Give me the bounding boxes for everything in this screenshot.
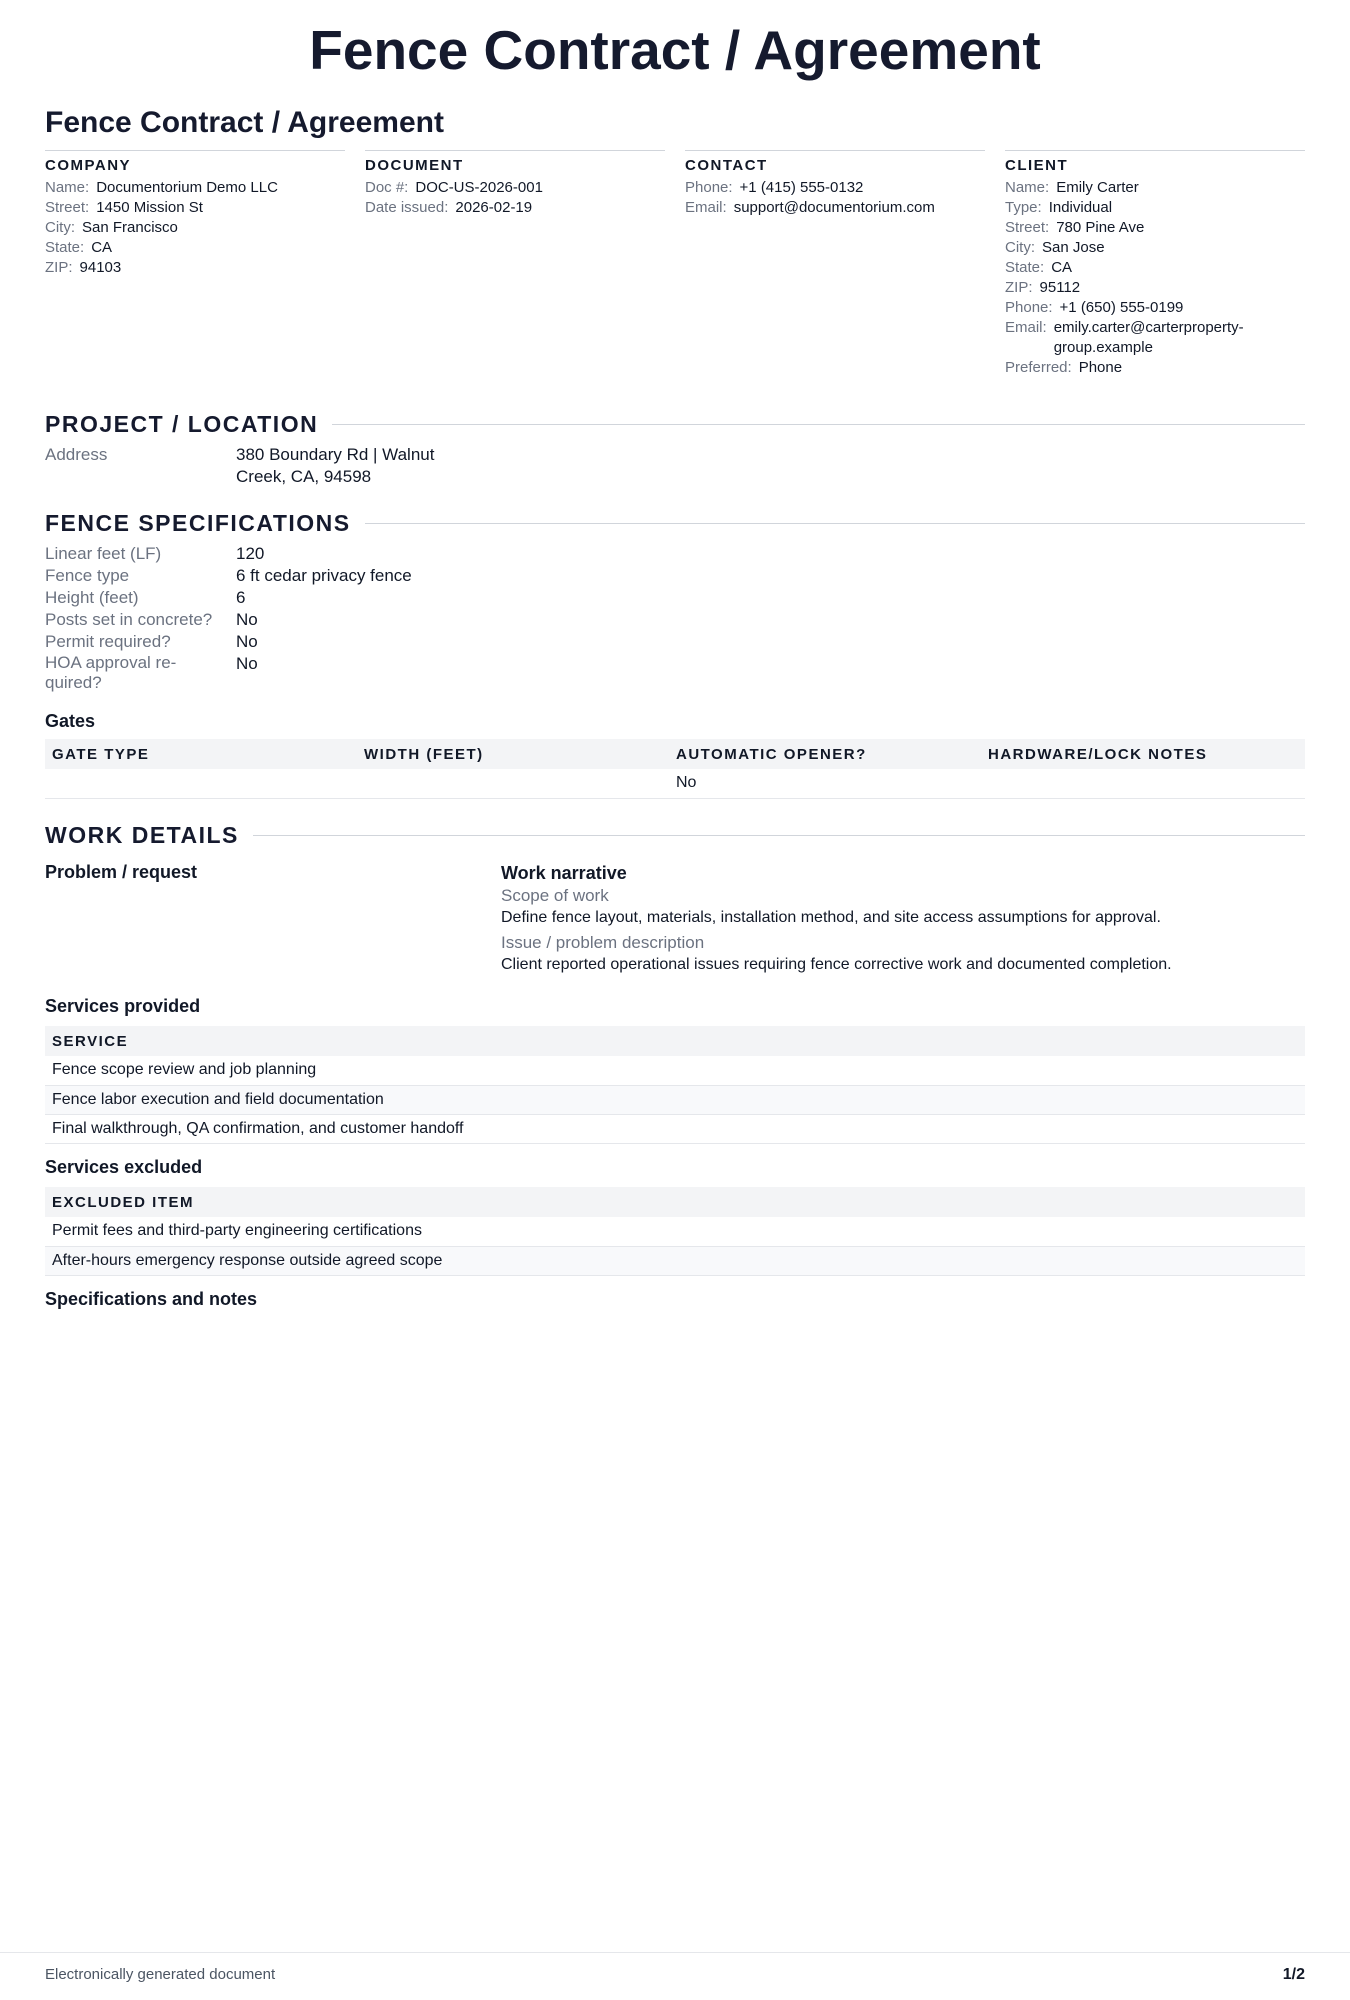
address-line-2: Creek, CA, 94598 <box>236 467 372 486</box>
table-row <box>45 1114 1305 1143</box>
contact-phone-row <box>685 178 985 198</box>
kv-key: Street: <box>45 199 90 216</box>
spec-value: No <box>236 610 258 629</box>
header-info-grid <box>45 150 1305 378</box>
kv-value: Emily Carter <box>1056 179 1139 196</box>
contact-email-row <box>685 198 985 218</box>
table-header-row <box>45 1026 1305 1056</box>
kv-value: 2026-02-19 <box>455 199 533 216</box>
spec-row <box>45 609 645 631</box>
kv-value: Documentorium Demo LLC <box>96 179 278 196</box>
table-cell <box>981 769 1305 798</box>
table-cell: Fence labor execution and field documentation <box>45 1085 1305 1114</box>
problem-request-label: Problem / request <box>45 862 198 882</box>
kv-value: 94103 <box>79 259 122 276</box>
kv-key: ZIP: <box>1005 279 1033 296</box>
client-block <box>1005 150 1305 378</box>
client-name-row <box>1005 178 1305 198</box>
services-provided-table <box>45 1026 1305 1144</box>
section-title: WORK DETAILS <box>45 822 239 848</box>
spec-value: 120 <box>236 544 265 563</box>
kv-key: Name: <box>1005 179 1050 196</box>
table-row <box>45 1085 1305 1114</box>
spec-row <box>45 565 645 587</box>
table-cell <box>357 769 669 798</box>
company-block <box>45 150 345 378</box>
kv-key: Type: <box>1005 199 1042 216</box>
client-preferred-row <box>1005 358 1305 378</box>
company-state-row <box>45 238 345 258</box>
section-title: PROJECT / LOCATION <box>45 411 319 437</box>
spec-key: HOA approval re-quired? <box>45 653 177 692</box>
spec-value: 6 <box>236 588 246 607</box>
gates-heading: Gates <box>45 711 96 731</box>
work-narrative-heading: Work narrative <box>501 863 627 883</box>
address-row <box>45 444 645 488</box>
kv-key: State: <box>1005 259 1045 276</box>
company-heading: COMPANY <box>45 157 132 174</box>
spec-row <box>45 631 645 653</box>
spec-value: No <box>236 632 258 651</box>
gates-table <box>45 739 1305 799</box>
client-email-row <box>1005 318 1305 358</box>
table-header-row <box>45 739 1305 769</box>
specifications-notes-heading: Specifications and notes <box>45 1289 258 1309</box>
spec-key: Permit required? <box>45 632 171 651</box>
kv-value: San Jose <box>1042 239 1105 256</box>
document-subtitle: Fence Contract / Agreement <box>45 106 444 139</box>
client-city-row <box>1005 238 1305 258</box>
issue-description-label: Issue / problem description <box>501 933 705 952</box>
doc-number-row <box>365 178 665 198</box>
fence-specifications-list <box>45 543 645 693</box>
company-name-row <box>45 178 345 198</box>
document-heading: DOCUMENT <box>365 157 464 174</box>
spec-value: 6 ft cedar privacy fence <box>236 566 412 585</box>
kv-value: San Francisco <box>82 219 178 236</box>
kv-key: Date issued: <box>365 199 449 216</box>
contact-block <box>685 150 985 378</box>
spec-row <box>45 587 645 609</box>
footer-divider <box>0 1952 1350 1953</box>
scope-of-work-label: Scope of work <box>501 886 609 905</box>
client-state-row <box>1005 258 1305 278</box>
address-line-1: 380 Boundary Rd | Walnut <box>236 445 435 464</box>
section-divider <box>332 424 1305 425</box>
kv-key: Email: <box>1005 319 1047 336</box>
kv-value: emily.carter@carterproperty-group.example <box>1053 319 1244 356</box>
kv-key: Doc #: <box>365 179 409 196</box>
spec-value: No <box>236 654 258 673</box>
spec-key: Posts set in concrete? <box>45 610 213 629</box>
kv-key: Phone: <box>1005 299 1053 316</box>
kv-value: 1450 Mission St <box>96 199 203 216</box>
client-zip-row <box>1005 278 1305 298</box>
kv-key: Street: <box>1005 219 1050 236</box>
kv-key: Phone: <box>685 179 733 196</box>
column-header: AUTOMATIC OPENER? <box>669 739 981 769</box>
table-cell: No <box>669 769 981 798</box>
kv-value: 780 Pine Ave <box>1056 219 1145 236</box>
table-cell: Final walkthrough, QA confirmation, and customer handoff <box>45 1114 1305 1143</box>
kv-value: +1 (415) 555-0132 <box>739 179 864 196</box>
address-label: Address <box>45 445 108 464</box>
kv-value: Individual <box>1048 199 1113 216</box>
address-value <box>236 444 645 488</box>
kv-value: CA <box>1051 259 1073 276</box>
company-city-row <box>45 218 345 238</box>
project-location-section-heading <box>45 411 1305 438</box>
table-row <box>45 1056 1305 1085</box>
kv-key: Email: <box>685 199 727 216</box>
kv-key: City: <box>1005 239 1035 256</box>
company-zip-row <box>45 258 345 278</box>
issue-description-text: Client reported operational issues requiring fence corrective work and documented completion. <box>501 956 1172 973</box>
section-divider <box>253 835 1305 836</box>
fence-specifications-section-heading <box>45 510 1305 537</box>
column-header: EXCLUDED ITEM <box>45 1187 1305 1217</box>
document-block <box>365 150 665 378</box>
kv-value: 95112 <box>1039 279 1081 296</box>
column-header: SERVICE <box>45 1026 1305 1056</box>
kv-value: +1 (650) 555-0199 <box>1059 299 1184 316</box>
date-issued-row <box>365 198 665 218</box>
kv-key: ZIP: <box>45 259 73 276</box>
client-street-row <box>1005 218 1305 238</box>
services-excluded-heading: Services excluded <box>45 1157 203 1177</box>
spec-row <box>45 653 645 693</box>
document-main-title: Fence Contract / Agreement <box>309 19 1041 81</box>
table-row <box>45 1217 1305 1246</box>
client-phone-row <box>1005 298 1305 318</box>
work-narrative <box>501 862 1301 976</box>
spec-key: Fence type <box>45 566 130 585</box>
kv-value: CA <box>91 239 113 256</box>
services-provided-heading: Services provided <box>45 996 201 1016</box>
kv-value: DOC-US-2026-001 <box>415 179 543 196</box>
services-excluded-table <box>45 1187 1305 1276</box>
table-header-row <box>45 1187 1305 1217</box>
section-title: FENCE SPECIFICATIONS <box>45 510 351 536</box>
table-cell: Fence scope review and job planning <box>45 1056 1305 1085</box>
scope-of-work-text: Define fence layout, materials, installation method, and site access assumptions for approval. <box>501 909 1161 926</box>
client-type-row <box>1005 198 1305 218</box>
client-heading: CLIENT <box>1005 157 1069 174</box>
section-divider <box>365 523 1305 524</box>
table-cell: After-hours emergency response outside agreed scope <box>45 1246 1305 1275</box>
footer-note: Electronically generated document <box>45 1966 276 1983</box>
project-address <box>45 444 645 488</box>
contact-heading: CONTACT <box>685 157 768 174</box>
kv-value: Phone <box>1078 359 1123 376</box>
page-number: 1/2 <box>1282 1966 1305 1983</box>
kv-key: State: <box>45 239 85 256</box>
kv-value: support@documentorium.com <box>733 199 935 216</box>
spec-key: Height (feet) <box>45 588 139 607</box>
kv-key: City: <box>45 219 75 236</box>
kv-key: Name: <box>45 179 90 196</box>
table-row <box>45 1246 1305 1275</box>
column-header: WIDTH (FEET) <box>357 739 669 769</box>
table-cell: Permit fees and third-party engineering certifications <box>45 1217 1305 1246</box>
work-details-section-heading <box>45 822 1305 849</box>
company-street-row <box>45 198 345 218</box>
column-header: HARDWARE/LOCK NOTES <box>981 739 1305 769</box>
table-cell <box>45 769 357 798</box>
spec-row <box>45 543 645 565</box>
column-header: GATE TYPE <box>45 739 357 769</box>
spec-key: Linear feet (LF) <box>45 544 162 563</box>
table-row <box>45 769 1305 798</box>
kv-key: Preferred: <box>1005 359 1072 376</box>
